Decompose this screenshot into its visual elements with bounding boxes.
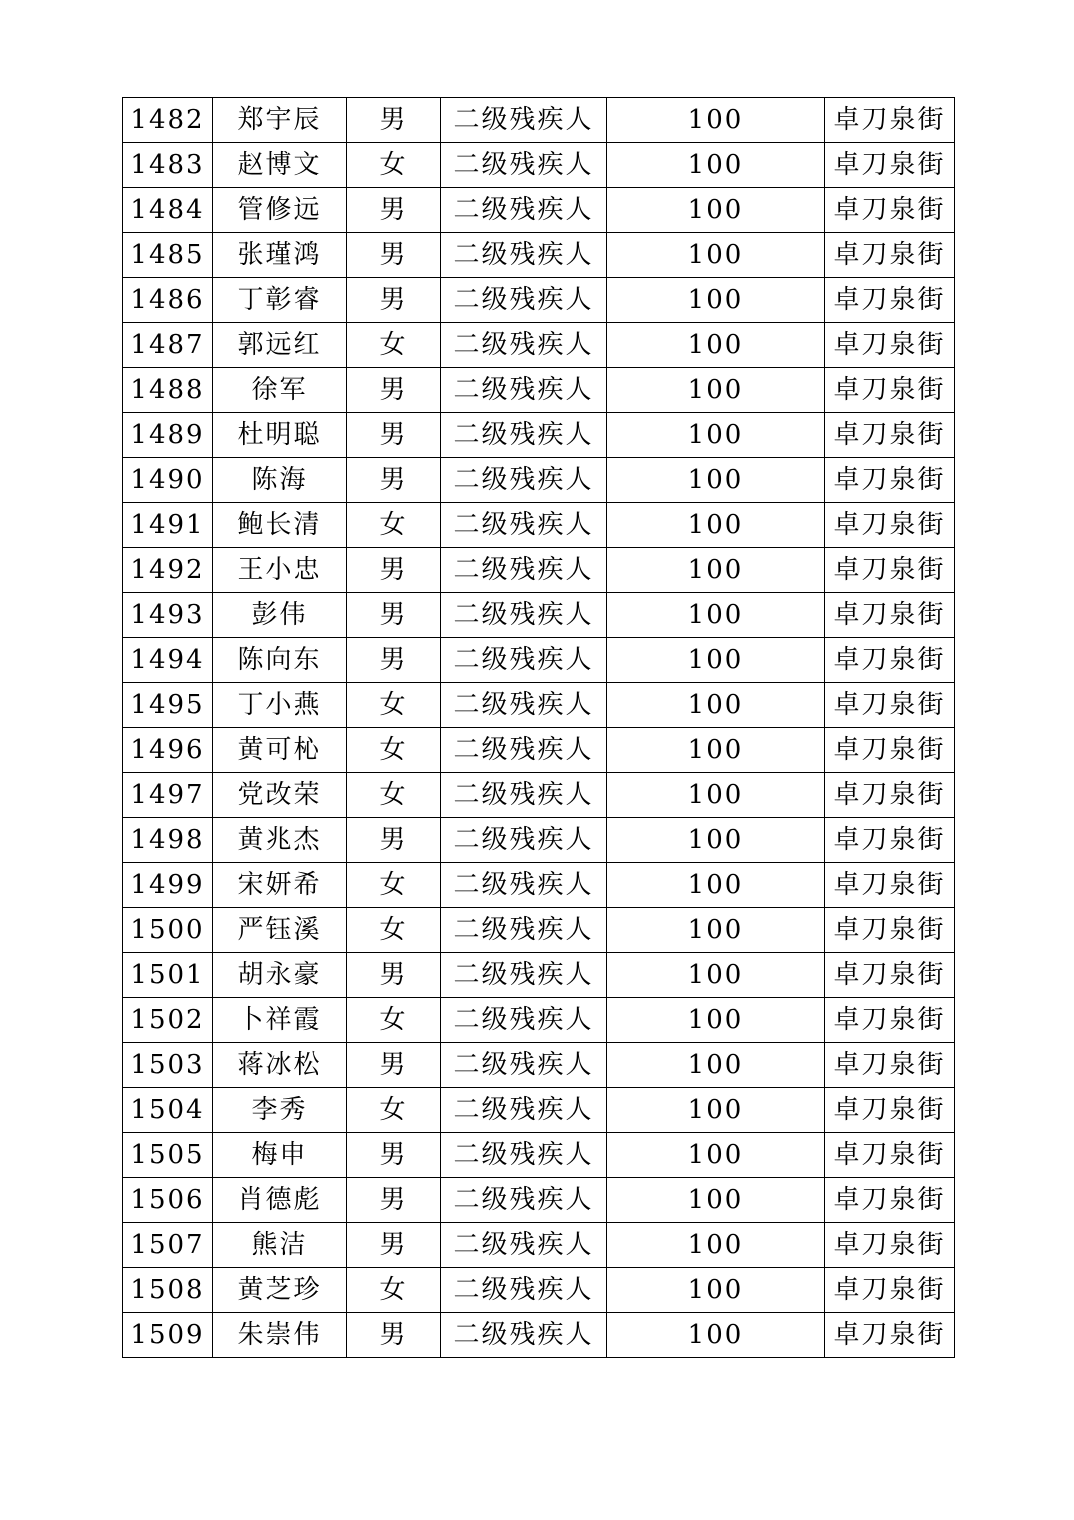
person-name-cell: 胡永豪 xyxy=(213,953,347,998)
gender-cell: 男 xyxy=(347,98,441,143)
amount-cell: 100 xyxy=(607,188,825,233)
person-name-cell: 党改荣 xyxy=(213,773,347,818)
row-number-cell: 1492 xyxy=(123,548,213,593)
gender-cell: 男 xyxy=(347,278,441,323)
gender-cell: 男 xyxy=(347,1043,441,1088)
person-name-cell: 李秀 xyxy=(213,1088,347,1133)
row-number-cell: 1487 xyxy=(123,323,213,368)
row-number-cell: 1486 xyxy=(123,278,213,323)
gender-cell: 女 xyxy=(347,998,441,1043)
disability-category-cell: 二级残疾人 xyxy=(441,188,607,233)
street-cell: 卓刀泉街 xyxy=(825,953,955,998)
amount-cell: 100 xyxy=(607,593,825,638)
disability-category-cell: 二级残疾人 xyxy=(441,233,607,278)
street-cell: 卓刀泉街 xyxy=(825,143,955,188)
street-cell: 卓刀泉街 xyxy=(825,998,955,1043)
gender-cell: 女 xyxy=(347,1088,441,1133)
person-name-cell: 丁小燕 xyxy=(213,683,347,728)
row-number-cell: 1509 xyxy=(123,1313,213,1358)
amount-cell: 100 xyxy=(607,863,825,908)
street-cell: 卓刀泉街 xyxy=(825,323,955,368)
gender-cell: 男 xyxy=(347,233,441,278)
row-number-cell: 1497 xyxy=(123,773,213,818)
street-cell: 卓刀泉街 xyxy=(825,1313,955,1358)
table-row xyxy=(123,593,955,638)
table-row xyxy=(123,278,955,323)
gender-cell: 男 xyxy=(347,188,441,233)
disability-category-cell: 二级残疾人 xyxy=(441,278,607,323)
table-row xyxy=(123,998,955,1043)
amount-cell: 100 xyxy=(607,953,825,998)
person-name-cell: 张瑾鸿 xyxy=(213,233,347,278)
row-number-cell: 1507 xyxy=(123,1223,213,1268)
disability-category-cell: 二级残疾人 xyxy=(441,998,607,1043)
person-name-cell: 郑宇辰 xyxy=(213,98,347,143)
street-cell: 卓刀泉街 xyxy=(825,638,955,683)
amount-cell: 100 xyxy=(607,1313,825,1358)
amount-cell: 100 xyxy=(607,413,825,458)
amount-cell: 100 xyxy=(607,98,825,143)
street-cell: 卓刀泉街 xyxy=(825,503,955,548)
amount-cell: 100 xyxy=(607,1088,825,1133)
row-number-cell: 1498 xyxy=(123,818,213,863)
person-name-cell: 赵博文 xyxy=(213,143,347,188)
gender-cell: 男 xyxy=(347,458,441,503)
disability-category-cell: 二级残疾人 xyxy=(441,908,607,953)
street-cell: 卓刀泉街 xyxy=(825,1223,955,1268)
table-row xyxy=(123,233,955,278)
gender-cell: 男 xyxy=(347,1223,441,1268)
amount-cell: 100 xyxy=(607,998,825,1043)
table-row xyxy=(123,503,955,548)
row-number-cell: 1494 xyxy=(123,638,213,683)
gender-cell: 女 xyxy=(347,863,441,908)
amount-cell: 100 xyxy=(607,143,825,188)
person-name-cell: 彭伟 xyxy=(213,593,347,638)
street-cell: 卓刀泉街 xyxy=(825,458,955,503)
person-name-cell: 熊洁 xyxy=(213,1223,347,1268)
row-number-cell: 1506 xyxy=(123,1178,213,1223)
person-name-cell: 丁彰睿 xyxy=(213,278,347,323)
table-row xyxy=(123,908,955,953)
roster-table xyxy=(122,97,955,1358)
street-cell: 卓刀泉街 xyxy=(825,98,955,143)
gender-cell: 女 xyxy=(347,683,441,728)
amount-cell: 100 xyxy=(607,233,825,278)
street-cell: 卓刀泉街 xyxy=(825,683,955,728)
row-number-cell: 1495 xyxy=(123,683,213,728)
gender-cell: 男 xyxy=(347,413,441,458)
disability-category-cell: 二级残疾人 xyxy=(441,503,607,548)
street-cell: 卓刀泉街 xyxy=(825,818,955,863)
disability-category-cell: 二级残疾人 xyxy=(441,818,607,863)
amount-cell: 100 xyxy=(607,1223,825,1268)
person-name-cell: 徐军 xyxy=(213,368,347,413)
row-number-cell: 1483 xyxy=(123,143,213,188)
disability-category-cell: 二级残疾人 xyxy=(441,548,607,593)
street-cell: 卓刀泉街 xyxy=(825,728,955,773)
person-name-cell: 梅申 xyxy=(213,1133,347,1178)
amount-cell: 100 xyxy=(607,1133,825,1178)
gender-cell: 男 xyxy=(347,638,441,683)
gender-cell: 男 xyxy=(347,953,441,998)
street-cell: 卓刀泉街 xyxy=(825,1133,955,1178)
street-cell: 卓刀泉街 xyxy=(825,1088,955,1133)
person-name-cell: 陈海 xyxy=(213,458,347,503)
amount-cell: 100 xyxy=(607,548,825,593)
gender-cell: 男 xyxy=(347,818,441,863)
row-number-cell: 1493 xyxy=(123,593,213,638)
gender-cell: 女 xyxy=(347,908,441,953)
disability-category-cell: 二级残疾人 xyxy=(441,413,607,458)
street-cell: 卓刀泉街 xyxy=(825,278,955,323)
disability-category-cell: 二级残疾人 xyxy=(441,953,607,998)
person-name-cell: 陈向东 xyxy=(213,638,347,683)
person-name-cell: 宋妍希 xyxy=(213,863,347,908)
disability-category-cell: 二级残疾人 xyxy=(441,1088,607,1133)
disability-category-cell: 二级残疾人 xyxy=(441,143,607,188)
row-number-cell: 1485 xyxy=(123,233,213,278)
amount-cell: 100 xyxy=(607,458,825,503)
disability-category-cell: 二级残疾人 xyxy=(441,1268,607,1313)
row-number-cell: 1502 xyxy=(123,998,213,1043)
table-row xyxy=(123,728,955,773)
amount-cell: 100 xyxy=(607,638,825,683)
table-row xyxy=(123,413,955,458)
street-cell: 卓刀泉街 xyxy=(825,548,955,593)
gender-cell: 男 xyxy=(347,1133,441,1178)
gender-cell: 男 xyxy=(347,1313,441,1358)
gender-cell: 女 xyxy=(347,143,441,188)
person-name-cell: 王小忠 xyxy=(213,548,347,593)
amount-cell: 100 xyxy=(607,728,825,773)
person-name-cell: 鲍长清 xyxy=(213,503,347,548)
street-cell: 卓刀泉街 xyxy=(825,1043,955,1088)
person-name-cell: 管修远 xyxy=(213,188,347,233)
person-name-cell: 杜明聪 xyxy=(213,413,347,458)
table-row xyxy=(123,1043,955,1088)
street-cell: 卓刀泉街 xyxy=(825,1268,955,1313)
amount-cell: 100 xyxy=(607,1043,825,1088)
amount-cell: 100 xyxy=(607,683,825,728)
disability-category-cell: 二级残疾人 xyxy=(441,683,607,728)
disability-category-cell: 二级残疾人 xyxy=(441,323,607,368)
gender-cell: 男 xyxy=(347,368,441,413)
amount-cell: 100 xyxy=(607,323,825,368)
person-name-cell: 蒋冰松 xyxy=(213,1043,347,1088)
row-number-cell: 1504 xyxy=(123,1088,213,1133)
table-row xyxy=(123,1133,955,1178)
row-number-cell: 1484 xyxy=(123,188,213,233)
row-number-cell: 1500 xyxy=(123,908,213,953)
table-row xyxy=(123,1088,955,1133)
table-row xyxy=(123,143,955,188)
street-cell: 卓刀泉街 xyxy=(825,773,955,818)
person-name-cell: 黄芝珍 xyxy=(213,1268,347,1313)
table-row xyxy=(123,548,955,593)
table-row xyxy=(123,818,955,863)
amount-cell: 100 xyxy=(607,908,825,953)
row-number-cell: 1503 xyxy=(123,1043,213,1088)
street-cell: 卓刀泉街 xyxy=(825,413,955,458)
disability-category-cell: 二级残疾人 xyxy=(441,863,607,908)
row-number-cell: 1490 xyxy=(123,458,213,503)
table-row xyxy=(123,953,955,998)
person-name-cell: 黄兆杰 xyxy=(213,818,347,863)
person-name-cell: 郭远红 xyxy=(213,323,347,368)
row-number-cell: 1482 xyxy=(123,98,213,143)
gender-cell: 女 xyxy=(347,503,441,548)
table-row xyxy=(123,188,955,233)
disability-category-cell: 二级残疾人 xyxy=(441,773,607,818)
street-cell: 卓刀泉街 xyxy=(825,863,955,908)
row-number-cell: 1496 xyxy=(123,728,213,773)
person-name-cell: 黄可杺 xyxy=(213,728,347,773)
gender-cell: 女 xyxy=(347,773,441,818)
table-row xyxy=(123,1268,955,1313)
disability-category-cell: 二级残疾人 xyxy=(441,593,607,638)
table-row xyxy=(123,368,955,413)
disability-category-cell: 二级残疾人 xyxy=(441,1133,607,1178)
street-cell: 卓刀泉街 xyxy=(825,368,955,413)
amount-cell: 100 xyxy=(607,818,825,863)
gender-cell: 男 xyxy=(347,593,441,638)
person-name-cell: 朱崇伟 xyxy=(213,1313,347,1358)
disability-category-cell: 二级残疾人 xyxy=(441,368,607,413)
person-name-cell: 肖德彪 xyxy=(213,1178,347,1223)
disability-category-cell: 二级残疾人 xyxy=(441,1313,607,1358)
amount-cell: 100 xyxy=(607,503,825,548)
gender-cell: 女 xyxy=(347,1268,441,1313)
person-name-cell: 严钰溪 xyxy=(213,908,347,953)
row-number-cell: 1488 xyxy=(123,368,213,413)
disability-category-cell: 二级残疾人 xyxy=(441,638,607,683)
row-number-cell: 1505 xyxy=(123,1133,213,1178)
table-row xyxy=(123,773,955,818)
table-row xyxy=(123,683,955,728)
disability-category-cell: 二级残疾人 xyxy=(441,458,607,503)
disability-category-cell: 二级残疾人 xyxy=(441,1043,607,1088)
row-number-cell: 1501 xyxy=(123,953,213,998)
amount-cell: 100 xyxy=(607,1178,825,1223)
row-number-cell: 1499 xyxy=(123,863,213,908)
table-row xyxy=(123,98,955,143)
street-cell: 卓刀泉街 xyxy=(825,233,955,278)
table-row xyxy=(123,323,955,368)
table-row xyxy=(123,1178,955,1223)
row-number-cell: 1489 xyxy=(123,413,213,458)
gender-cell: 男 xyxy=(347,548,441,593)
amount-cell: 100 xyxy=(607,773,825,818)
street-cell: 卓刀泉街 xyxy=(825,908,955,953)
table-row xyxy=(123,1223,955,1268)
row-number-cell: 1491 xyxy=(123,503,213,548)
person-name-cell: 卜祥霞 xyxy=(213,998,347,1043)
street-cell: 卓刀泉街 xyxy=(825,1178,955,1223)
gender-cell: 女 xyxy=(347,323,441,368)
table-row xyxy=(123,863,955,908)
gender-cell: 女 xyxy=(347,728,441,773)
gender-cell: 男 xyxy=(347,1178,441,1223)
disability-category-cell: 二级残疾人 xyxy=(441,98,607,143)
amount-cell: 100 xyxy=(607,1268,825,1313)
table-row xyxy=(123,1313,955,1358)
roster-body xyxy=(123,98,955,1358)
street-cell: 卓刀泉街 xyxy=(825,593,955,638)
disability-category-cell: 二级残疾人 xyxy=(441,728,607,773)
table-row xyxy=(123,458,955,503)
table-row xyxy=(123,638,955,683)
disability-category-cell: 二级残疾人 xyxy=(441,1178,607,1223)
amount-cell: 100 xyxy=(607,278,825,323)
disability-category-cell: 二级残疾人 xyxy=(441,1223,607,1268)
row-number-cell: 1508 xyxy=(123,1268,213,1313)
amount-cell: 100 xyxy=(607,368,825,413)
street-cell: 卓刀泉街 xyxy=(825,188,955,233)
